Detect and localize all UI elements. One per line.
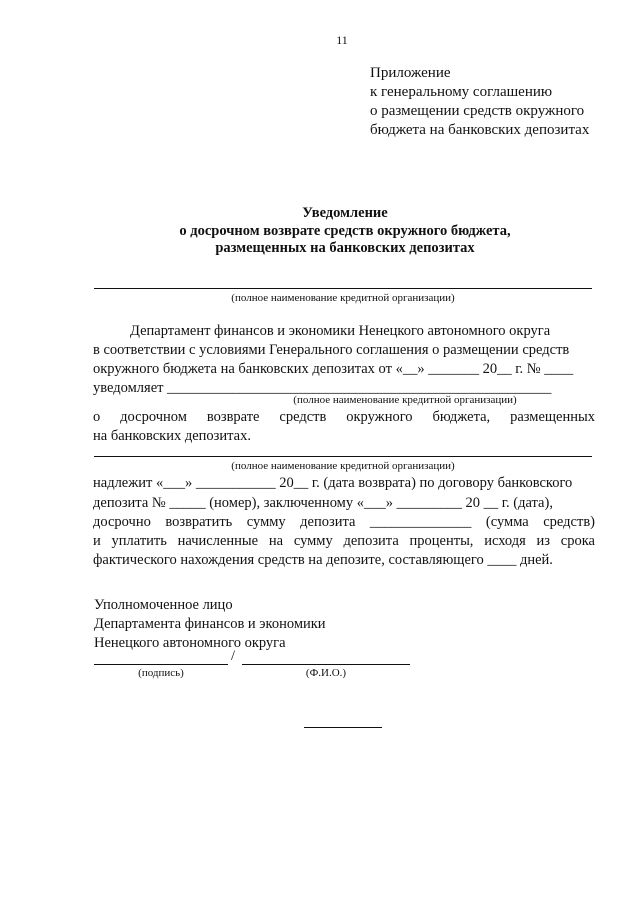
body-line-9: досрочно возвратить сумму депозита ______________ (сумма средств): [93, 514, 595, 530]
body-line-1: Департамент финансов и экономики Ненецкого автономного округа: [130, 323, 551, 339]
credit-org-caption-2: (полное наименование кредитной организации): [293, 394, 517, 406]
body-line-7: надлежит «___» ___________ 20__ г. (дата возврата) по договору банковского: [93, 475, 573, 491]
signatory-line: Ненецкого автономного округа: [94, 635, 286, 651]
credit-org-line-3: [94, 456, 592, 457]
body-line-6: на банковских депозитах.: [93, 428, 251, 444]
body-line-11: фактического нахождения средств на депозите, составляющего ____ дней.: [93, 552, 553, 568]
appendix-line: бюджета на банковских депозитах: [370, 122, 590, 138]
title-line: размещенных на банковских депозитах: [215, 240, 475, 256]
document-title: [95, 205, 595, 258]
appendix-block: [370, 64, 589, 140]
credit-org-caption: (полное наименование кредитной организации): [231, 292, 455, 304]
body-line-2: в соответствии с условиями Генерального соглашения о размещении средств: [93, 342, 570, 358]
appendix-line: о размещении средств окружного: [370, 103, 585, 119]
credit-org-caption-3: (полное наименование кредитной организации): [231, 460, 455, 472]
full-name-line: [242, 664, 410, 665]
body-line-4: уведомляет _____________________________________________________: [93, 380, 552, 396]
title-line: о досрочном возврате средств окружного бюджета,: [179, 222, 511, 239]
page-number: 11: [336, 33, 348, 47]
body-line-10: и уплатить начисленные на сумму депозита проценты, исходя из срока: [93, 533, 595, 549]
signature-block: [94, 596, 326, 653]
credit-org-line: [94, 288, 592, 289]
full-name-caption: (Ф.И.О.): [305, 667, 347, 679]
body-line-5: о досрочном возврате средств окружного бюджета, размещенных: [93, 409, 595, 425]
signature-line: [94, 664, 228, 665]
body-line-3: окружного бюджета на банковских депозитах от «__» _______ 20__ г. № ____: [93, 361, 574, 377]
signature-caption: (подпись): [138, 667, 184, 679]
end-separator: [304, 727, 382, 728]
signature-slash: /: [231, 648, 236, 664]
signatory-line: Департамента финансов и экономики: [94, 616, 326, 632]
signatory-line: Уполномоченное лицо: [94, 597, 233, 613]
appendix-line: к генеральному соглашению: [370, 84, 553, 100]
title-line: Уведомление: [302, 205, 388, 221]
appendix-line: Приложение: [370, 65, 451, 81]
body-line-8: депозита № _____ (номер), заключенному «___» _________ 20 __ г. (дата),: [93, 495, 553, 511]
